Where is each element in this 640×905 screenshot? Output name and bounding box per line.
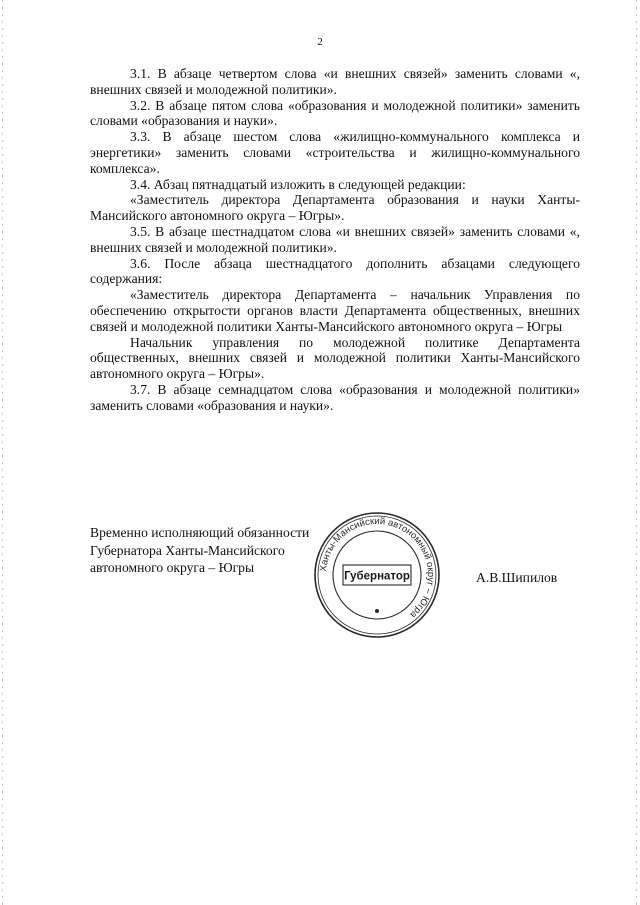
paragraph-3-1: 3.1. В абзаце четвертом слова «и внешних связей» заменить словами «, внешних связей и молодежной политики». bbox=[90, 66, 580, 97]
signature-title-line: автономного округа – Югры bbox=[90, 560, 255, 575]
seal-center-text: Губернатор bbox=[344, 570, 410, 583]
paragraph-3-2: 3.2. В абзаце пятом слова «образования и молодежной политики» заменить словами «образования и науки». bbox=[90, 97, 580, 129]
paragraph-quote-deputy-head: «Заместитель директора Департамента – начальник Управления по обеспечению открытости органов власти Департамента общественных, внешних связей и молодежной политики Ханты-Мансийского автономного округа – Югры bbox=[90, 287, 580, 334]
signature-title-line: Губернатора Ханты-Мансийского bbox=[90, 542, 285, 558]
scan-edge-left bbox=[2, 0, 3, 905]
signer-name: А.В.Шипилов bbox=[476, 570, 558, 585]
paragraph-quote-youth-head: Начальник управления по молодежной политике Департамента общественных, внешних связей и молодежной политики Ханты-Мансийского автономного округа – Югры». bbox=[90, 334, 580, 382]
paragraph-3-3: 3.3. В абзаце шестом слова «жилищно-коммунального комплекса и энергетики» заменить словами «строительства и жилищно-коммунального комплекса». bbox=[90, 129, 580, 176]
body-text bbox=[90, 66, 580, 414]
paragraph-quote-deputy-director: «Заместитель директора Департамента образования и науки Ханты-Мансийского автономного округа – Югры». bbox=[90, 192, 580, 224]
seal-ring-text: Ханты-Мансийский автономный округ – Югра bbox=[318, 515, 437, 621]
scan-edge-right bbox=[636, 0, 637, 905]
seal-star-icon bbox=[375, 609, 379, 613]
paragraph-3-5: 3.5. В абзаце шестнадцатом слова «и внешних связей» заменить словами «, внешних связей и молодежной политики». bbox=[90, 223, 580, 255]
paragraph-3-4: 3.4. Абзац пятнадцатый изложить в следующей редакции: bbox=[130, 176, 466, 192]
governor-seal-stamp bbox=[312, 510, 442, 640]
paragraph-3-6: 3.6. После абзаца шестнадцатого дополнить абзацами следующего содержания: bbox=[90, 255, 580, 287]
page-number: 2 bbox=[317, 36, 323, 48]
signature-title-line: Временно исполняющий обязанности bbox=[90, 525, 310, 540]
signature-title bbox=[90, 524, 350, 577]
paragraph-3-7: 3.7. В абзаце семнадцатом слова «образования и молодежной политики» заменить словами «образования и науки». bbox=[90, 381, 580, 413]
